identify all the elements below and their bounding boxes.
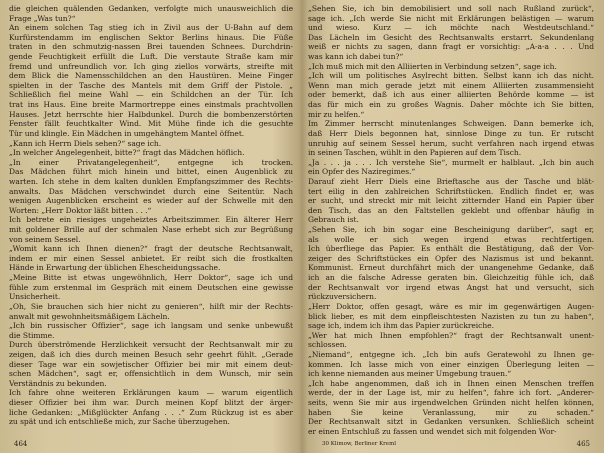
text-line: zu spät und ich entschließe mich, zur Sache überzugehen.: [9, 417, 230, 427]
text-line: Kurfürstendamm im englischen Sektor Berlins hinaus. Die Füße: [9, 32, 293, 42]
text-line: unruhig auf seinem Sessel herum, sucht verfahren nach irgend etwas: [308, 138, 594, 148]
text-line: „Ich will um politisches Asylrecht bitten. Selbst kann ich das nicht.: [308, 71, 594, 81]
text-line: mit goldener Brille auf der schmalen Nase erhebt sich zur Begrüßung: [9, 225, 293, 235]
text-line: traten in den schmutzig-nassen Brei tauenden Schnees. Durchdrin-: [9, 42, 293, 52]
text-line: der Rechtsanwalt vor irgend etwas Angst hat und versucht, sich: [308, 282, 594, 292]
text-line: die Stimme.: [9, 330, 55, 340]
text-line: Hauses. Jetzt herrschte hier Halbdunkel. Durch die bombenzerstörten: [9, 109, 293, 119]
text-line: „Herr Doktor, offen gesagt, wäre es mir im gegenwärtigen Augen-: [308, 301, 594, 311]
text-line: weiß er nichts zu sagen, dann fragt er vorsichtig: „A-a-a . . . Und: [308, 42, 594, 52]
text-line: Im Zimmer herrscht minutenlanges Schweigen. Dann bemerke ich,: [308, 119, 594, 129]
text-line: dem Blick die Namensschildchen an den Haustüren. Meine Finger: [9, 71, 293, 81]
text-line: spielten in der Tasche des Mantels mit dem Griff der Pistole. „: [9, 80, 293, 90]
text-line: zeigen, daß ich dies durch meinen Besuch sehr geehrt fühlt. „Gerade: [9, 349, 293, 359]
text-line: daß Herr Diels begonnen hat, sinnlose Dinge zu tun. Er rutscht: [308, 128, 594, 138]
text-line: „Ich muß mich mit den Alliierten in Verbindung setzen“, sage ich.: [308, 61, 557, 71]
text-line: werde, der in der Lage ist, mir zu helfen“, fahre ich fort. „Anderer-: [308, 388, 594, 398]
printer-signature: 30 Klimow, Berliner Kreml: [322, 441, 397, 447]
text-line: er einen Entschluß zu fassen und wendet sich mit folgenden Wor-: [308, 426, 557, 436]
text-line: fremd und unfreundlich vor. Ich ging ziellos vorwärts, streifte mit: [9, 61, 293, 71]
text-line: trat ins Haus. Eine breite Marmortreppe eines einstmals prachtvollen: [9, 100, 293, 110]
text-line: „Niemand“, entgegne ich. „Ich bin aufs Geratewohl zu Ihnen ge-: [308, 349, 594, 359]
text-line: „In einer Privatangelegenheit“, entgegne ich trocken.: [9, 157, 293, 167]
text-line: Fenster fällt feuchtkalter Wind. Mit Mühe finde ich die gesuchte: [9, 119, 293, 129]
text-line: blick lieber, es mit dem einpfleischtesten Nazisten zu tun zu haben“,: [308, 311, 594, 321]
text-line: anwalt mit gewohnheitsmäßigem Lächeln.: [9, 311, 170, 321]
text-line: „Wer hat mich Ihnen empfohlen?“ fragt der Rechtsanwalt unent-: [308, 330, 594, 340]
text-line: wenigen Augenblicken erscheint es wieder auf der Schwelle mit den: [9, 196, 293, 206]
text-line: zeiger des Schriftstückes ein Opfer des Nazismus ist und bekannt.: [308, 253, 594, 263]
text-line: sage ich, indem ich ihm das Papier zurückreiche.: [308, 321, 494, 331]
text-line: liche Gedanken: „Mißglückter Anfang . . .“ Zum Rückzug ist es aber: [9, 407, 293, 417]
text-line: und wieso. Kurz — ich möchte nach Westdeutschland.“: [308, 23, 594, 33]
text-line: rückzuversichern.: [308, 292, 377, 302]
text-line: An einem solchen Tag stieg ich in Zivil aus der U-Bahn auf dem: [9, 23, 293, 33]
right-page-number: 465: [576, 440, 590, 448]
text-line: „Kann ich Herrn Diels sehen?“ sage ich.: [9, 138, 162, 148]
text-line: als wolle er sich wegen irgend etwas rechtfertigen.: [308, 234, 594, 244]
text-line: Das Mädchen führt mich hinein und bittet, einen Augenblick zu: [9, 167, 293, 177]
text-line: „Sehen Sie, ich bin demobilisiert und soll nach Rußland zurück“,: [308, 4, 594, 13]
text-line: Hände in Erwartung der üblichen Ehescheidungssache.: [9, 263, 221, 273]
text-line: Gebrauch ist.: [308, 215, 359, 225]
text-line: Das Lächeln im Gesicht des Rechtsanwalts erstarrt. Sekundenlang: [308, 32, 594, 42]
text-line: oder bemerkt, daß ich aus einer alliierten Behörde komme — ist: [308, 90, 594, 100]
text-line: Unsicherheit.: [9, 292, 61, 302]
text-line: er sucht, und streckt mir mit leicht zitternder Hand ein Papier über: [308, 196, 594, 206]
text-line: dieser Tage war ein sowjetischer Offizier bei mir mit einem deut-: [9, 359, 293, 369]
text-line: Durch überströmende Herzlichkeit versucht der Rechtsanwalt mir zu: [9, 340, 293, 350]
text-line: schen Mädchen“, sagt er, offensichtlich in dem Wunsch, mir sein: [9, 369, 293, 379]
text-line: Schließlich fiel meine Wahl — ein Schildchen an der Tür. Ich: [9, 90, 293, 100]
text-line: anwalts. Das Mädchen verschwindet durch eine Seitentür. Nach: [9, 186, 293, 196]
text-line: Ich fahre ohne weiteren Erklärungen kaum — warum eigentlich: [9, 388, 293, 398]
text-line: ich an die falsche Adresse geraten bin. Gleichzeitig fühle ich, daß: [308, 273, 594, 283]
text-line: Wenn man mich gerade jetzt mit einem Alliierten zusammensieht: [308, 80, 594, 90]
left-page-text: [9, 4, 293, 427]
text-line: „Sehen Sie, ich bin sogar eine Bescheinigung darüber“, sagt er,: [308, 225, 594, 235]
text-line: gende Feuchtigkeit erfüllt die Luft. Die verstaute Straße kam mir: [9, 52, 293, 62]
text-line: ich kenne niemanden aus meiner Umgebung trauen.“: [308, 369, 512, 379]
text-line: Worten: „Herr Doktor läßt bitten . . .“: [9, 205, 152, 215]
left-page-number: 464: [14, 440, 28, 448]
text-line: Verständnis zu bekunden.: [9, 378, 107, 388]
text-line: Darauf zieht Herr Diels eine Brieftasche aus der Tasche und blät-: [308, 176, 594, 186]
text-line: kommen. Ich lasse mich von einer einzigen Überlegung leiten —: [308, 359, 594, 369]
text-line: indem er mir einen Sessel anbietet. Er reibt sich die frostkalten: [9, 253, 293, 263]
text-line: Der Rechtsanwalt sitzt in Gedanken versunken. Schließlich scheint: [308, 417, 594, 427]
text-line: in seinen Taschen, wühlt in den Papieren auf dem Tisch.: [308, 148, 522, 158]
text-line: mir zu helfen.“: [308, 109, 365, 119]
text-line: „Meine Bitte ist etwas ungewöhnlich, Herr Doktor“, sage ich und: [9, 273, 293, 283]
text-line: von seinem Sessel.: [9, 234, 81, 244]
text-line: haben Sie keine Veranlassung, mir zu schaden.“: [308, 407, 594, 417]
text-line: schlossen.: [308, 340, 347, 350]
text-line: seits, wenn Sie mir aus irgendwelchen Gründen nicht helfen können,: [308, 397, 594, 407]
text-line: Ich betrete ein riesiges ungeheiztes Arbeitszimmer. Ein älterer Herr: [9, 215, 293, 225]
text-line: Tür und klingle. Ein Mädchen in umgehängtem Mantel öffnet.: [9, 128, 245, 138]
text-line: Ich überfliege das Papier. Es enthält die Bestätigung, daß der Vor-: [308, 244, 594, 254]
text-line: „Ja . . . ja . . . Ich verstehe Sie“, murmelt er halblaut. „Ich bin auch: [308, 157, 594, 167]
text-line: „Womit kann ich Ihnen dienen?“ fragt der deutsche Rechtsanwalt,: [9, 244, 293, 254]
text-line: Frage „Was tun?“: [9, 13, 76, 23]
text-line: „In welcher Angelegenheit, bitte?“ fragt das Mädchen höflich.: [9, 148, 245, 158]
text-line: fühle zum erstenmal im Gespräch mit einem Deutschen eine gewisse: [9, 282, 293, 292]
text-line: ein Opfer des Naziregimes.“: [308, 167, 416, 177]
right-page-text: [308, 4, 594, 436]
text-line: die gleichen quälenden Gedanken, verfolgte mich unausweichlich die: [9, 4, 293, 13]
text-line: „Ich bin russischer Offizier“, sage ich langsam und senke unbewußt: [9, 321, 293, 331]
text-line: „Oh, Sie brauchen sich hier nicht zu genieren“, hilft mir der Rechts-: [9, 301, 293, 311]
text-line: das für mich ein zu großes Wagnis. Daher möchte ich Sie bitten,: [308, 100, 594, 110]
text-line: was kann ich dabei tun?“: [308, 52, 404, 62]
text-line: tert eilig in den zahlreichen Schriftstücken. Endlich findet er, was: [308, 186, 594, 196]
text-line: dieser Offizier bei ihm war. Durch meinen Kopf blitzt der ärger-: [9, 397, 293, 407]
right-page: [302, 0, 604, 453]
text-line: Kommunist. Erneut durchfährt mich der unangenehme Gedanke, daß: [308, 263, 594, 273]
text-line: sage ich. „Ich werde Sie nicht mit Erklärungen belästigen — warum: [308, 13, 594, 23]
text-line: „Ich habe angenommen, daß ich in Ihnen einen Menschen treffen: [308, 378, 594, 388]
text-line: den Tisch, das an den Faltstellen geklebt und offenbar häufig in: [308, 205, 594, 215]
text-line: warten. Ich stehe in dem kalten dunklen Empfangszimmer des Rechts-: [9, 176, 293, 186]
